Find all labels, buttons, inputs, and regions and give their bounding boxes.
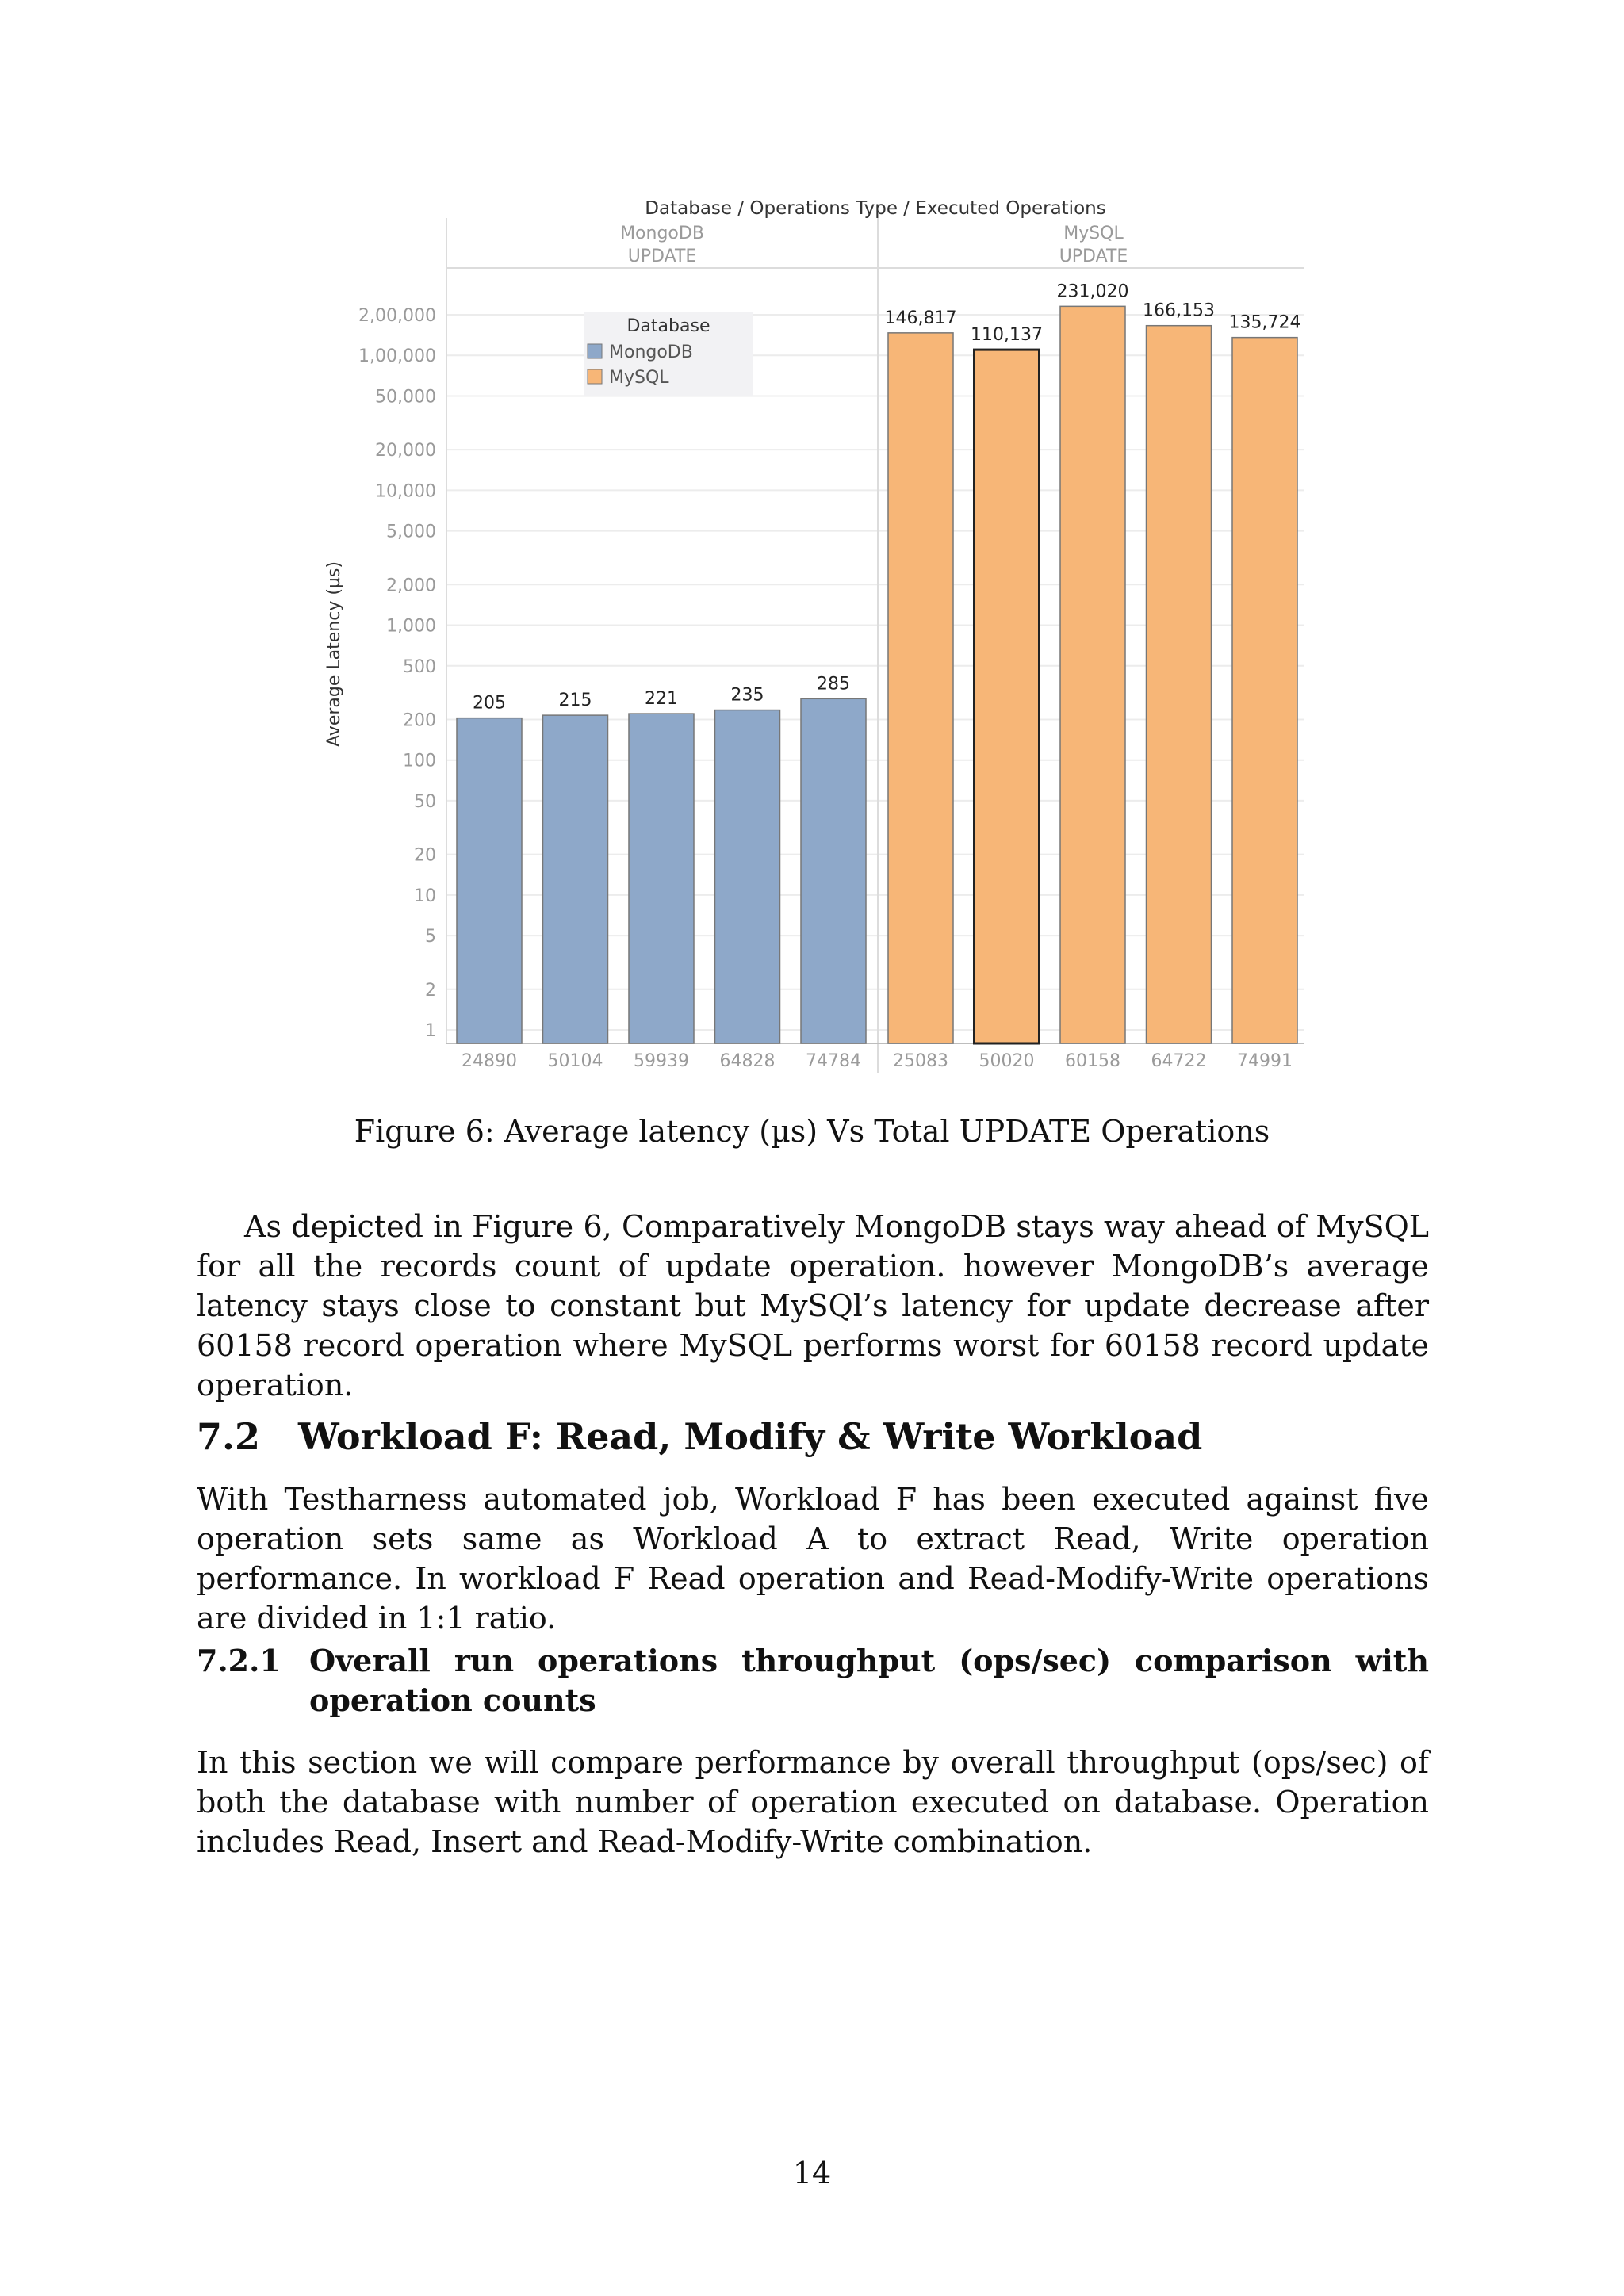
- subsection-number: 7.2.1: [197, 1643, 281, 1678]
- bar-value-label: 205: [473, 693, 506, 714]
- figure-caption: Figure 6: Average latency (µs) Vs Total UPDATE Operations: [354, 1114, 1270, 1149]
- x-tick-label: 64722: [1151, 1051, 1207, 1071]
- y-tick-label: 100: [403, 751, 436, 771]
- x-tick-label: 60158: [1065, 1051, 1120, 1071]
- bar-value-label: 135,724: [1228, 312, 1301, 333]
- y-axis-label: Average Latency (µs): [324, 561, 344, 747]
- panel-database-label: MySQL: [1063, 224, 1124, 243]
- y-tick-label: 2,000: [386, 576, 436, 596]
- y-tick-label: 10,000: [375, 481, 436, 502]
- x-tick-label: 50020: [979, 1051, 1035, 1071]
- paragraph-figure-discussion: As depicted in Figure 6, Comparatively MongoDB stays way ahead of MySQL for all the records count of update operation. however MongoDB’s average latency stays close to constant but MySQl’s latency for update decrease after 60158 record operation where MySQL performs worst for 60158 record update operation.: [197, 1209, 1429, 1402]
- bar-value-label: 235: [730, 685, 764, 706]
- x-tick-label: 74784: [806, 1051, 861, 1071]
- y-tick-label: 20: [414, 845, 436, 866]
- y-tick-label: 1,000: [386, 616, 436, 637]
- x-tick-label: 24890: [462, 1051, 517, 1071]
- bar: [543, 715, 608, 1043]
- panel-database-label: MongoDB: [620, 224, 704, 243]
- bar: [1232, 338, 1297, 1043]
- y-tick-label: 200: [403, 710, 436, 731]
- latency-bar-chart: [0, 0, 1624, 1094]
- y-tick-label: 2: [425, 980, 436, 1001]
- y-tick-label: 1,00,000: [358, 346, 436, 367]
- x-tick-label: 59939: [634, 1051, 689, 1071]
- bar: [1147, 326, 1212, 1043]
- paragraph-workload-f: With Testharness automated job, Workload F has been executed against five operation sets same as Workload A to extract Read, Write operation performance. In workload F Read operation and Read-Modify-Write operations are divided in 1:1 ratio.: [197, 1482, 1429, 1636]
- bar: [457, 718, 522, 1043]
- y-tick-label: 1: [425, 1021, 436, 1041]
- y-tick-label: 50: [414, 791, 436, 812]
- section-number: 7.2: [197, 1415, 261, 1458]
- bar-value-label: 285: [817, 674, 850, 695]
- legend-swatch: [588, 344, 602, 358]
- page-number: 14: [792, 2156, 832, 2191]
- x-tick-label: 50104: [547, 1051, 603, 1071]
- x-tick-label: 74991: [1237, 1051, 1293, 1071]
- bar: [975, 350, 1040, 1043]
- bar: [715, 710, 780, 1043]
- y-tick-label: 20,000: [375, 441, 436, 461]
- legend-title: Database: [626, 316, 710, 336]
- bar-value-label: 215: [558, 691, 592, 711]
- bar-value-label: 146,817: [884, 308, 957, 328]
- y-tick-label: 2,00,000: [358, 306, 436, 326]
- bar: [801, 698, 866, 1043]
- y-tick-label: 50,000: [375, 387, 436, 408]
- y-tick-label: 10: [414, 886, 436, 906]
- bar-value-label: 110,137: [971, 325, 1043, 346]
- legend-entry-label: MongoDB: [609, 342, 693, 362]
- x-tick-label: 25083: [893, 1051, 948, 1071]
- panel-operation-label: UPDATE: [627, 247, 697, 266]
- bar-value-label: 166,153: [1143, 300, 1215, 321]
- y-tick-label: 500: [403, 656, 436, 677]
- y-tick-label: 5,000: [386, 522, 436, 542]
- bar: [629, 714, 694, 1043]
- subsection-heading: [197, 1641, 1429, 1720]
- y-tick-label: 5: [425, 927, 436, 947]
- chart-title: Database / Operations Type / Executed Operations: [645, 198, 1106, 219]
- paragraph-throughput-section: In this section we will compare performance by overall throughput (ops/sec) of both the database with number of operation executed on database. Operation includes Read, Insert and Read-Modify-Write combination.: [197, 1745, 1429, 1859]
- legend-swatch: [588, 369, 602, 384]
- legend-entry-label: MySQL: [609, 368, 669, 388]
- bar: [1060, 306, 1125, 1043]
- x-tick-label: 64828: [719, 1051, 776, 1071]
- subsection-title: Overall run operations throughput (ops/sec) comparison with operation counts: [309, 1643, 1429, 1718]
- panel-operation-label: UPDATE: [1059, 247, 1128, 266]
- bar-value-label: 231,020: [1056, 281, 1129, 302]
- section-heading: [197, 1413, 1202, 1460]
- section-title: Workload F: Read, Modify & Write Workload: [298, 1415, 1203, 1458]
- bar-value-label: 221: [645, 689, 678, 710]
- bar: [888, 333, 953, 1043]
